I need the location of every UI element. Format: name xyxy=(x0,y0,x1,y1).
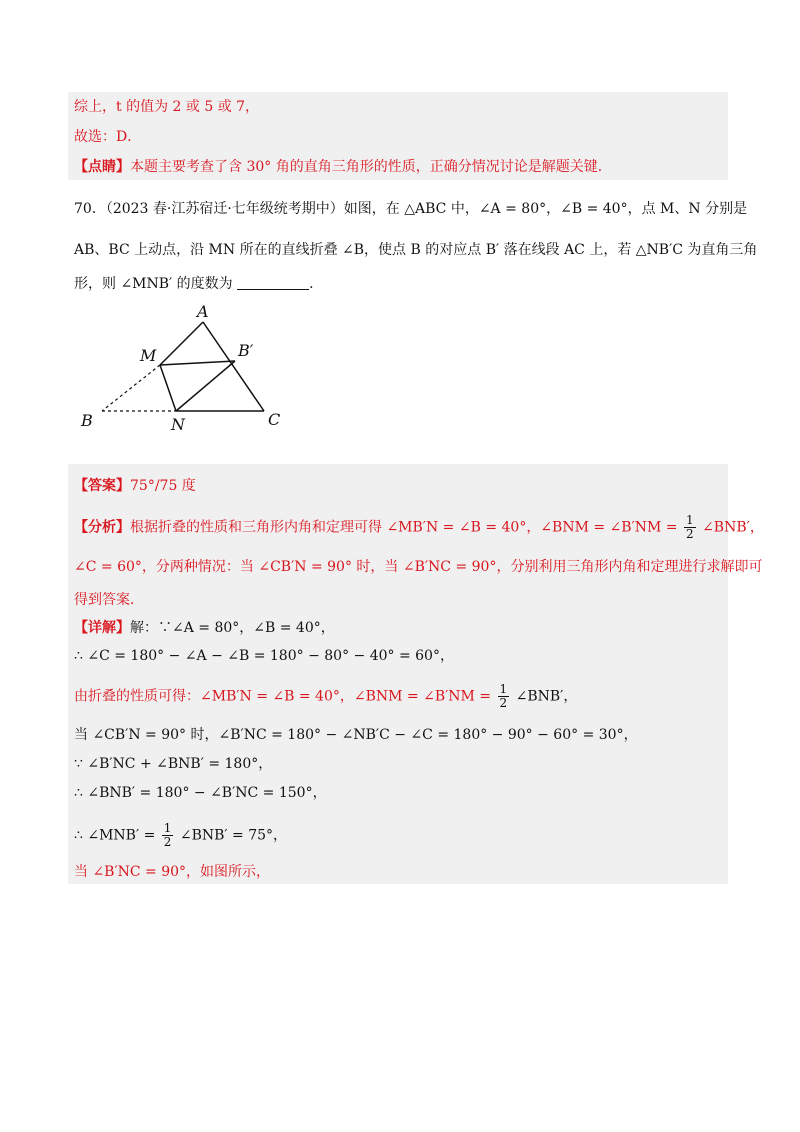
label-N: N xyxy=(171,415,185,434)
prev-choice: 故选：D． xyxy=(74,129,142,145)
analysis-line-2: ∠C = 60°，分两种情况：当 ∠CB′N = 90° 时，当 ∠B′NC = 90°，分别利用三角形内角和定理进行求解即可 xyxy=(74,559,763,575)
comment-text: 本题主要考查了含 30° 角的直角三角形的性质，正确分情况讨论是解题关键． xyxy=(130,159,612,175)
fraction-half: $\frac{1}{2}$ xyxy=(685,513,694,541)
analysis-text-1a: 根据折叠的性质和三角形内角和定理可得 ∠MB′N = ∠B = 40°，∠BNM = ∠B′NM = xyxy=(130,519,678,536)
edge-MBp xyxy=(160,361,235,365)
question-line-3-text: 形，则 ∠MNB′ 的度数为 xyxy=(74,276,233,292)
label-M: M xyxy=(140,346,157,365)
dashed-MB xyxy=(102,365,160,411)
answer-tag: 【答案】 xyxy=(74,478,130,494)
analysis-line-1 xyxy=(74,514,764,541)
label-C: C xyxy=(268,410,281,429)
fold-line-MN xyxy=(160,365,176,411)
detail-line-5: ∵ ∠B′NC + ∠BNB′ = 180°， xyxy=(74,756,273,772)
detail-text-3a: 由折叠的性质可得：∠MB′N = ∠B = 40°，∠BNM = ∠B′NM = xyxy=(74,688,492,705)
prev-conclusion: 综上，t 的值为 2 或 5 或 7， xyxy=(74,99,260,115)
fraction-half-3: $\frac{1}{2}$ xyxy=(163,821,172,849)
detail-line-4: 当 ∠CB′N = 90° 时，∠B′NC = 180° − ∠NB′C − ∠C = 180° − 90° − 60° = 30°， xyxy=(74,727,638,743)
detail-line-3 xyxy=(74,683,577,710)
label-Bprime: B′ xyxy=(238,341,254,360)
analysis-tag: 【分析】 xyxy=(74,519,130,536)
edge-AM xyxy=(160,322,203,365)
label-B: B xyxy=(81,411,93,430)
detail-line-7 xyxy=(74,822,287,849)
edge-NBp xyxy=(176,361,235,411)
detail-text-7a: ∴ ∠MNB′ = xyxy=(74,827,156,844)
prev-comment xyxy=(74,157,612,177)
detail-line-2: ∴ ∠C = 180° − ∠A − ∠B = 180° − 80° − 40° = 60°， xyxy=(74,648,454,664)
question-line-1: 70．（2023 春·江苏宿迁·七年级统考期中）如图，在 △ABC 中，∠A = 80°，∠B = 40°，点 M、N 分别是 xyxy=(74,201,748,217)
answer-text: 75°/75 度 xyxy=(130,478,196,494)
analysis-line-3: 得到答案． xyxy=(74,592,144,608)
comment-tag: 【点睛】 xyxy=(74,159,130,175)
label-A: A xyxy=(197,302,209,321)
answer-blank xyxy=(237,275,309,290)
fraction-half-2: $\frac{1}{2}$ xyxy=(499,682,508,710)
detail-text-1: 解：∵∠A = 80°，∠B = 40°， xyxy=(130,620,335,636)
analysis-text-1b: ∠BNB′， xyxy=(702,519,764,536)
detail-text-3b: ∠BNB′， xyxy=(515,688,578,705)
detail-line-6: ∴ ∠BNB′ = 180° − ∠B′NC = 150°， xyxy=(74,785,327,801)
question-line-3: 形，则 ∠MNB′ 的度数为 . xyxy=(74,276,314,292)
edge-AC xyxy=(203,322,264,411)
triangle-figure xyxy=(70,300,300,440)
detail-line-8: 当 ∠B′NC = 90°，如图所示， xyxy=(74,864,271,880)
detail-tag: 【详解】 xyxy=(74,620,130,636)
detail-text-7b: ∠BNB′ = 75°， xyxy=(179,827,288,844)
question-line-2: AB、BC 上动点，沿 MN 所在的直线折叠 ∠B，使点 B 的对应点 B′ 落在线段 AC 上，若 △NB′C 为直角三角 xyxy=(74,242,758,258)
detail-line-1 xyxy=(74,618,335,638)
answer-line xyxy=(74,476,196,496)
